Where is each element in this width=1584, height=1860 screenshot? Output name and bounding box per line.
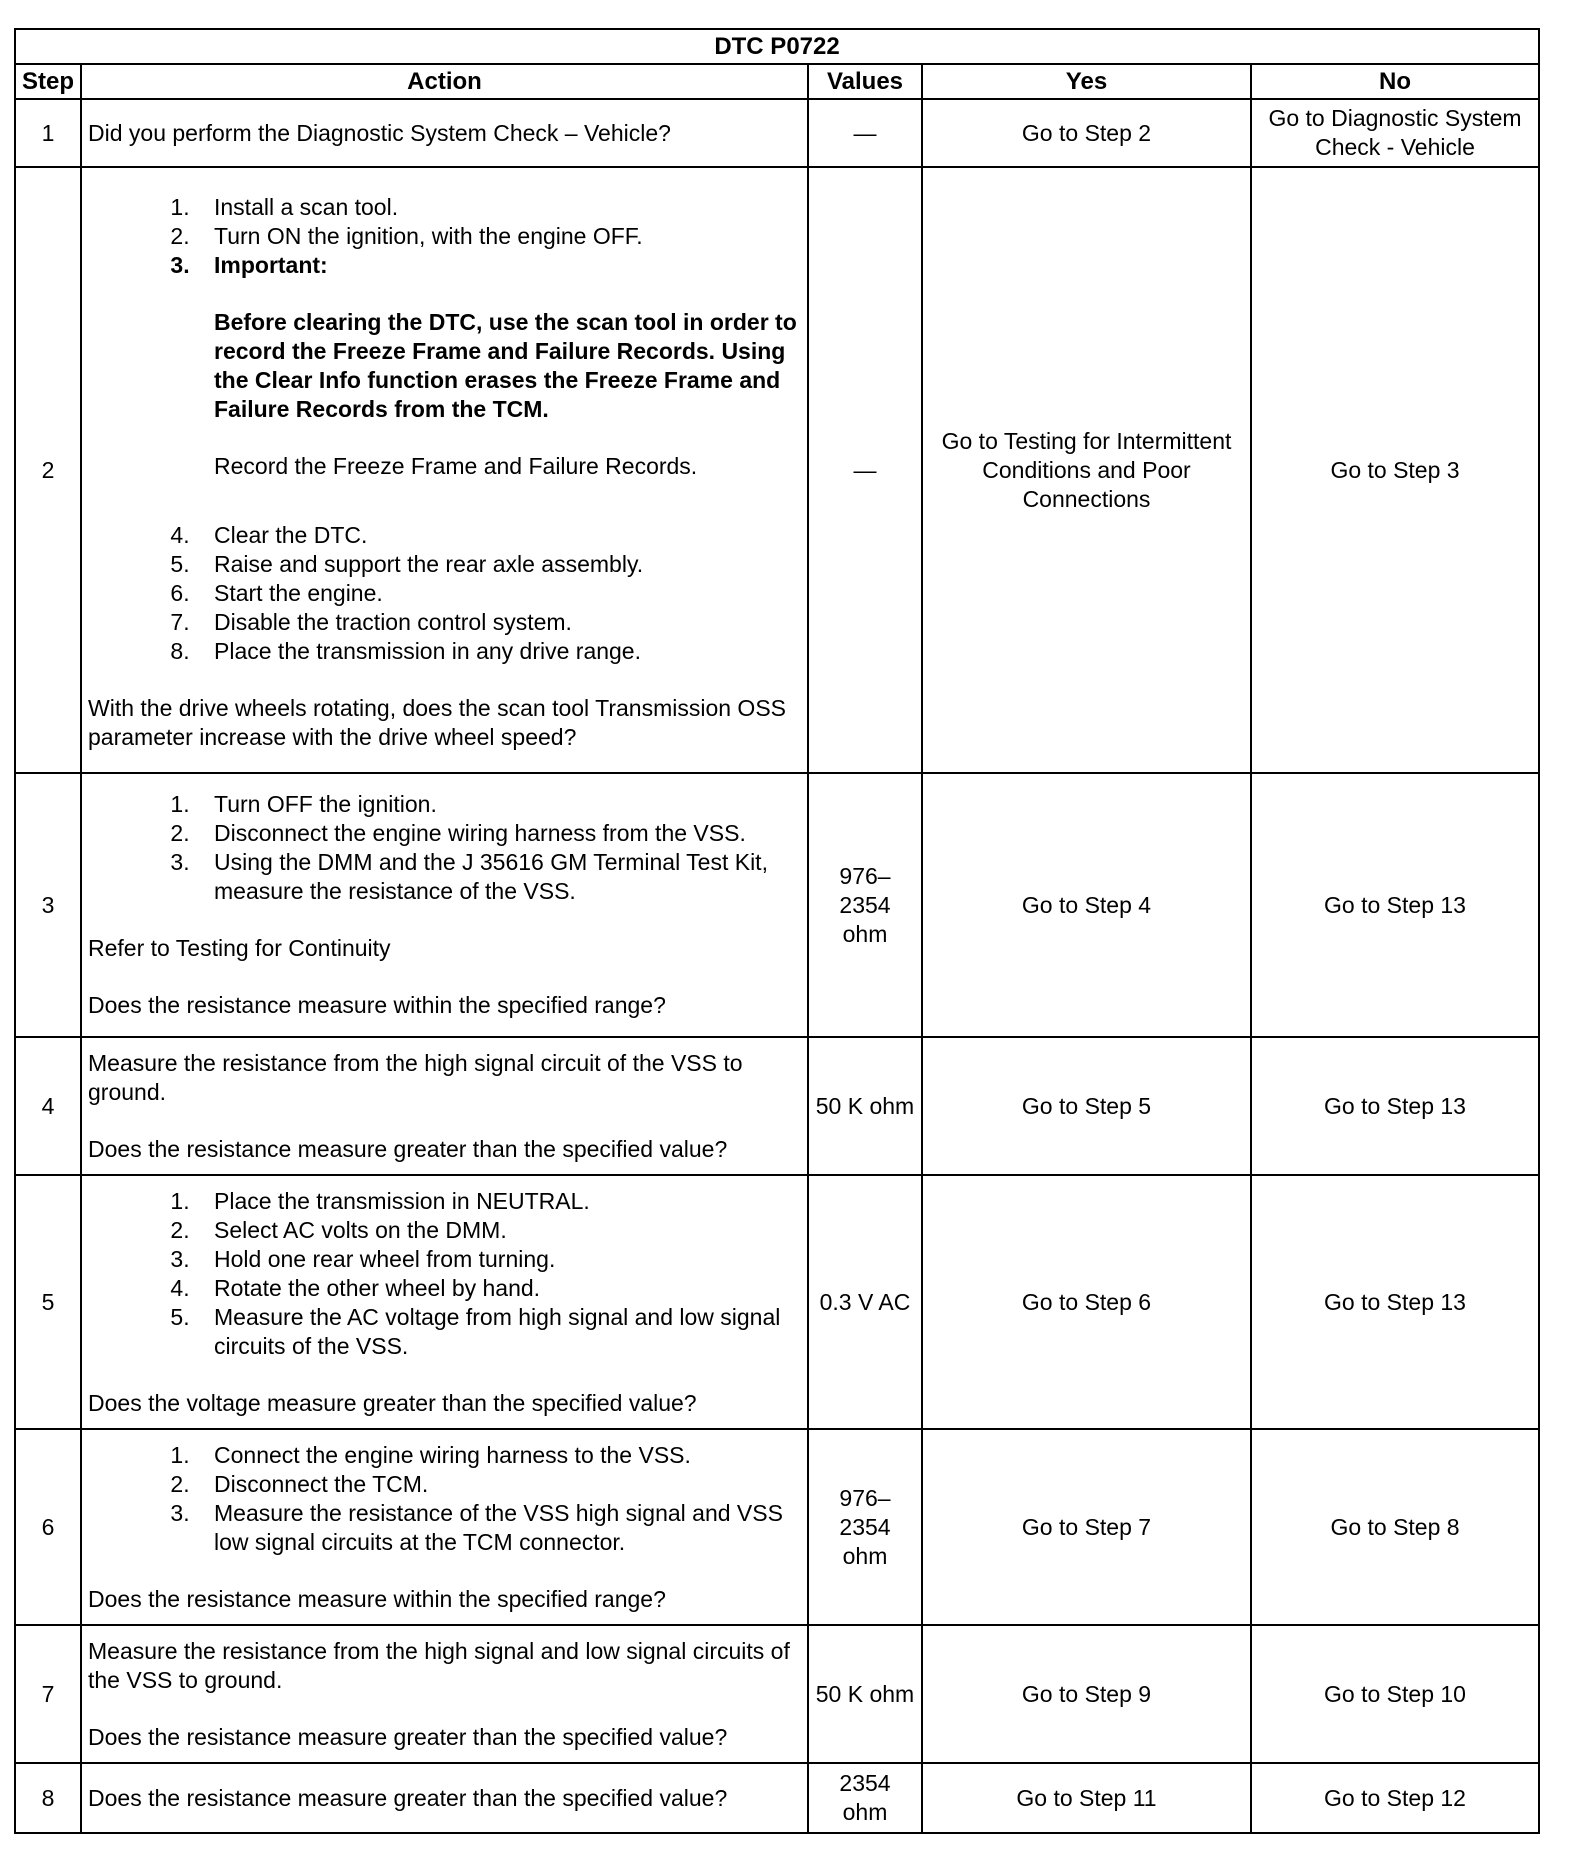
step-list [88, 790, 801, 906]
no-cell[interactable]: Go to Step 13 [1251, 773, 1539, 1037]
action-cell [81, 1625, 808, 1763]
no-cell[interactable]: Go to Step 13 [1251, 1037, 1539, 1175]
action-question: Does the resistance measure greater than the specified value? [88, 1723, 728, 1750]
list-item: 1. Place the transmission in NEUTRAL. [196, 1187, 801, 1216]
yes-cell[interactable]: Go to Testing for Intermittent Conditions and Poor Connections [922, 167, 1251, 773]
header-row [15, 64, 1539, 99]
no-cell[interactable]: Go to Step 3 [1251, 167, 1539, 773]
action-text: Measure the resistance from the high signal and low signal circuits of the VSS to ground. [88, 1637, 790, 1693]
header-no: No [1251, 64, 1539, 99]
header-yes: Yes [922, 64, 1251, 99]
action-question: Did you perform the Diagnostic System Check – Vehicle? [88, 119, 671, 146]
step-number: 3 [15, 773, 81, 1037]
yes-cell[interactable]: Go to Step 9 [922, 1625, 1251, 1763]
step-number: 8 [15, 1763, 81, 1833]
yes-cell[interactable]: Go to Step 6 [922, 1175, 1251, 1429]
list-item: 5. Raise and support the rear axle assembly. [196, 550, 801, 579]
list-item: 2. Disconnect the engine wiring harness from the VSS. [196, 819, 801, 848]
table-row [15, 1625, 1539, 1763]
value-cell: 976–2354 ohm [808, 773, 922, 1037]
important-note: Before clearing the DTC, use the scan tool in order to record the Freeze Frame and Failure Records. Using the Clear Info function erases the Freeze Frame and Failure Records from the TCM. [214, 308, 797, 422]
action-question: Does the voltage measure greater than the specified value? [88, 1389, 697, 1416]
list-item: 5. Measure the AC voltage from high signal and low signal circuits of the VSS. [196, 1303, 801, 1361]
list-item: 8. Place the transmission in any drive range. [196, 637, 801, 666]
list-item: 1. Install a scan tool. [196, 193, 801, 222]
table-row [15, 99, 1539, 167]
action-cell [81, 1429, 808, 1625]
value-cell: 50 K ohm [808, 1037, 922, 1175]
list-item: 2. Select AC volts on the DMM. [196, 1216, 801, 1245]
step-number: 5 [15, 1175, 81, 1429]
action-cell [81, 99, 808, 167]
table-title: DTC P0722 [15, 29, 1539, 64]
list-item: 3. Important: [196, 251, 801, 280]
record-instruction: Record the Freeze Frame and Failure Records. [214, 452, 698, 479]
yes-cell[interactable]: Go to Step 11 [922, 1763, 1251, 1833]
step-number: 1 [15, 99, 81, 167]
value-cell: — [808, 99, 922, 167]
list-item: 4. Rotate the other wheel by hand. [196, 1274, 801, 1303]
action-cell [81, 773, 808, 1037]
header-action: Action [81, 64, 808, 99]
yes-cell[interactable]: Go to Step 2 [922, 99, 1251, 167]
title-row [15, 29, 1539, 64]
step-list [88, 1441, 801, 1557]
list-item: 3. Measure the resistance of the VSS high signal and VSS low signal circuits at the TCM connector. [196, 1499, 801, 1557]
action-question: Does the resistance measure within the specified range? [88, 1585, 666, 1612]
action-question: Does the resistance measure greater than the specified value? [88, 1784, 728, 1811]
no-cell[interactable]: Go to Step 8 [1251, 1429, 1539, 1625]
step-number: 6 [15, 1429, 81, 1625]
step-list [88, 189, 801, 280]
action-cell [81, 167, 808, 773]
step-number: 4 [15, 1037, 81, 1175]
yes-cell[interactable]: Go to Step 7 [922, 1429, 1251, 1625]
action-question: With the drive wheels rotating, does the scan tool Transmission OSS parameter increase with the drive wheel speed? [88, 694, 786, 750]
action-question: Does the resistance measure within the specified range? [88, 992, 666, 1018]
step-list [88, 1187, 801, 1361]
no-cell[interactable]: Go to Step 12 [1251, 1763, 1539, 1833]
table-row [15, 1429, 1539, 1625]
value-cell: — [808, 167, 922, 773]
diagnostic-table [14, 28, 1540, 1834]
step-number: 2 [15, 167, 81, 773]
refer-text[interactable]: Refer to Testing for Continuity [88, 935, 391, 961]
yes-cell[interactable]: Go to Step 4 [922, 773, 1251, 1037]
value-cell: 50 K ohm [808, 1625, 922, 1763]
table-row [15, 167, 1539, 773]
list-item: 2. Disconnect the TCM. [196, 1470, 801, 1499]
list-item: 4. Clear the DTC. [196, 521, 801, 550]
table-row [15, 1175, 1539, 1429]
value-cell: 0.3 V AC [808, 1175, 922, 1429]
action-text: Measure the resistance from the high signal circuit of the VSS to ground. [88, 1049, 743, 1105]
table-row [15, 1763, 1539, 1833]
header-values: Values [808, 64, 922, 99]
action-cell [81, 1175, 808, 1429]
list-item: 1. Turn OFF the ignition. [196, 790, 801, 819]
no-cell[interactable]: Go to Step 13 [1251, 1175, 1539, 1429]
table-row [15, 1037, 1539, 1175]
list-item: 7. Disable the traction control system. [196, 608, 801, 637]
list-item: 6. Start the engine. [196, 579, 801, 608]
list-item: 2. Turn ON the ignition, with the engine OFF. [196, 222, 801, 251]
list-item: 3. Hold one rear wheel from turning. [196, 1245, 801, 1274]
yes-cell[interactable]: Go to Step 5 [922, 1037, 1251, 1175]
value-cell: 976–2354 ohm [808, 1429, 922, 1625]
action-cell [81, 1037, 808, 1175]
no-cell[interactable]: Go to Step 10 [1251, 1625, 1539, 1763]
header-step: Step [15, 64, 81, 99]
action-cell [81, 1763, 808, 1833]
list-item: 1. Connect the engine wiring harness to the VSS. [196, 1441, 801, 1470]
step-number: 7 [15, 1625, 81, 1763]
step-list [88, 521, 801, 666]
table-row [15, 773, 1539, 1037]
action-question: Does the resistance measure greater than the specified value? [88, 1135, 728, 1162]
value-cell: 2354 ohm [808, 1763, 922, 1833]
no-cell[interactable]: Go to Diagnostic System Check - Vehicle [1251, 99, 1539, 167]
list-item: 3. Using the DMM and the J 35616 GM Terminal Test Kit, measure the resistance of the VSS. [196, 848, 801, 906]
